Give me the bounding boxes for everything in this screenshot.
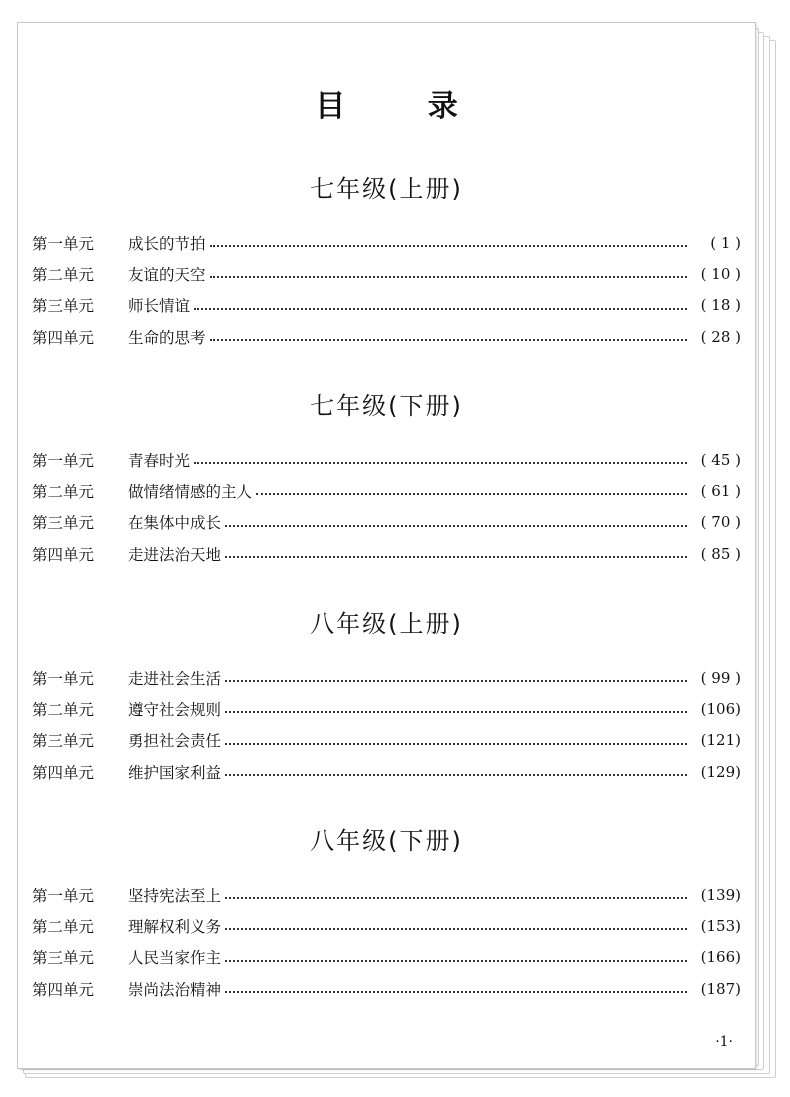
unit-label: 第三单元 (32, 732, 95, 751)
toc-entry[interactable] (18, 910, 755, 941)
entry-title: 友谊的天空 (128, 265, 206, 284)
entry-title: 理解权利义务 (128, 917, 222, 936)
unit-label: 第四单元 (32, 980, 95, 999)
dot-leader (194, 461, 687, 464)
toc-entry[interactable] (18, 756, 755, 787)
entry-title: 青春时光 (128, 451, 191, 470)
unit-label: 第二单元 (32, 917, 95, 936)
entry-list (18, 662, 755, 787)
dot-leader (225, 927, 687, 930)
toc-page (17, 22, 756, 1069)
unit-label: 第一单元 (32, 886, 95, 905)
entry-title: 维护国家利益 (128, 763, 222, 782)
dot-leader (225, 990, 687, 993)
page-ref: ( 18 ) (700, 296, 741, 315)
toc-entry[interactable] (18, 879, 755, 910)
page-ref: (139) (700, 885, 741, 904)
section-heading: 七年级(上册) (310, 175, 463, 203)
page-ref: (129) (700, 762, 741, 781)
unit-label: 第一单元 (32, 451, 95, 470)
page-ref: ( 10 ) (700, 264, 741, 283)
toc-entry[interactable] (18, 507, 755, 538)
entry-title: 勇担社会责任 (128, 732, 222, 751)
entry-list (18, 227, 755, 352)
unit-label: 第一单元 (32, 669, 95, 688)
section-heading: 八年级(下册) (310, 827, 463, 855)
unit-label: 第二单元 (32, 265, 95, 284)
entry-title: 走进法治天地 (128, 545, 222, 564)
dot-leader (194, 307, 687, 310)
page-ref: ( 1 ) (710, 233, 741, 252)
toc-entry[interactable] (18, 444, 755, 475)
entry-title: 崇尚法治精神 (128, 980, 222, 999)
unit-label: 第三单元 (32, 949, 95, 968)
section-heading: 八年级(上册) (310, 610, 463, 638)
toc-section (18, 825, 755, 1004)
page-ref: ( 28 ) (700, 327, 741, 346)
page-ref: (153) (700, 916, 741, 935)
toc-entry[interactable] (18, 475, 755, 506)
toc-entry[interactable] (18, 693, 755, 724)
dot-leader (210, 338, 687, 341)
toc-entry[interactable] (18, 258, 755, 289)
entry-title: 师长情谊 (128, 297, 191, 316)
page-ref: (121) (700, 731, 741, 750)
page-ref: (106) (700, 699, 741, 718)
section-heading: 七年级(下册) (310, 392, 463, 420)
page-ref: ( 45 ) (700, 450, 741, 469)
dot-leader (225, 524, 687, 527)
toc-entry[interactable] (18, 321, 755, 352)
toc-section (18, 390, 755, 569)
page-title: 目 录 (315, 89, 494, 124)
toc-entry[interactable] (18, 227, 755, 258)
unit-label: 第二单元 (32, 700, 95, 719)
entry-title: 生命的思考 (128, 328, 206, 347)
dot-leader (210, 244, 687, 247)
dot-leader (256, 492, 687, 495)
dot-leader (225, 679, 687, 682)
page-ref: ( 99 ) (700, 668, 741, 687)
page-ref: ( 70 ) (700, 513, 741, 532)
unit-label: 第二单元 (32, 482, 95, 501)
entry-title: 坚持宪法至上 (128, 886, 222, 905)
dot-leader (225, 959, 687, 962)
entry-title: 在集体中成长 (128, 514, 222, 533)
entry-title: 成长的节拍 (128, 234, 206, 253)
toc-section (18, 608, 755, 787)
page-ref: ( 85 ) (700, 544, 741, 563)
toc-entry[interactable] (18, 662, 755, 693)
toc-entry[interactable] (18, 290, 755, 321)
dot-leader (225, 773, 687, 776)
page-ref: ( 61 ) (700, 481, 741, 500)
dot-leader (210, 275, 687, 278)
toc-entry[interactable] (18, 973, 755, 1004)
page-number: ·1· (715, 1034, 733, 1050)
entry-title: 遵守社会规则 (128, 700, 222, 719)
unit-label: 第四单元 (32, 763, 95, 782)
unit-label: 第四单元 (32, 545, 95, 564)
dot-leader (225, 710, 687, 713)
page-ref: (166) (700, 948, 741, 967)
entry-title: 走进社会生活 (128, 669, 222, 688)
toc-section (18, 173, 755, 352)
unit-label: 第一单元 (32, 234, 95, 253)
entry-title: 做情绪情感的主人 (128, 482, 253, 501)
entry-list (18, 444, 755, 569)
entry-title: 人民当家作主 (128, 949, 222, 968)
unit-label: 第三单元 (32, 514, 95, 533)
toc-entry[interactable] (18, 725, 755, 756)
toc-entry[interactable] (18, 942, 755, 973)
unit-label: 第三单元 (32, 297, 95, 316)
dot-leader (225, 742, 687, 745)
page-ref: (187) (700, 979, 741, 998)
unit-label: 第四单元 (32, 328, 95, 347)
entry-list (18, 879, 755, 1004)
dot-leader (225, 896, 687, 899)
dot-leader (225, 555, 687, 558)
toc-entry[interactable] (18, 538, 755, 569)
